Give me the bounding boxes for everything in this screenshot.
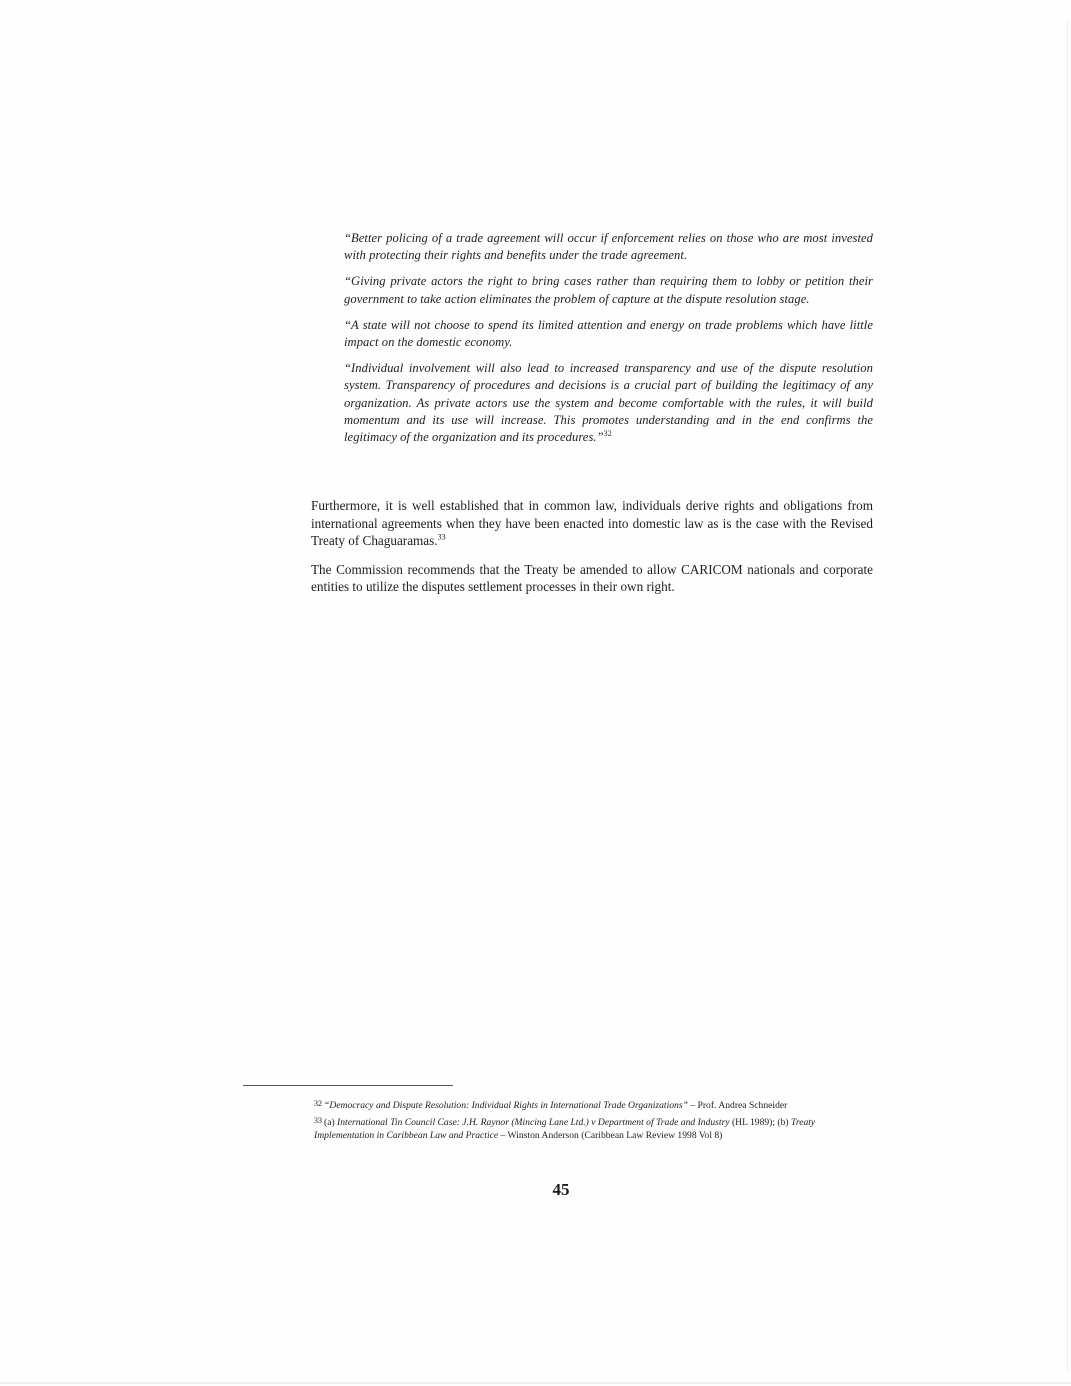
quotation-block bbox=[344, 230, 873, 455]
footnote-title: “Democracy and Dispute Resolution: Individual Rights in International Trade Organizations” bbox=[324, 1100, 688, 1111]
footnote-separator bbox=[243, 1085, 453, 1086]
body-paragraph: Furthermore, it is well established that in common law, individuals derive rights and obligations from international agreements when they have been enacted into domestic law as is the case with the Revised Treaty of Chaguaramas.$^{33}$ bbox=[311, 498, 873, 549]
quote-paragraph: “Giving private actors the right to bring cases rather than requiring them to lobby or petition their government to take action eliminates the problem of capture at the dispute resolution stage. bbox=[344, 274, 873, 306]
quote-paragraph: “Better policing of a trade agreement will occur if enforcement relies on those who are most invested with protecting their rights and benefits under the trade agreement. bbox=[344, 231, 873, 263]
footnote-number: 33 bbox=[314, 1116, 322, 1126]
footnote-33: $^{33}$ (a) International Tin Council Case: J.H. Raynor (Mincing Lane Ltd.) v Department of Trade and Industry (HL 1989); (b) Treaty Implementation in Caribbean Law and Practice – Winston Anderson (Caribbean Law Review 1998 Vol 8) bbox=[314, 1116, 816, 1142]
scan-edge bbox=[1067, 20, 1068, 1370]
quote-paragraph: “Individual involvement will also lead to increased transparency and use of the dispute resolution system. Transparency of procedures and decisions is a crucial part of building the legitimacy of any organization. As private actors use the system and become comfortable with the rules, it will build momentum and its use will increase. This promotes understanding and in the end confirms the legitimacy of the organization and its procedures.”$^{32}$ bbox=[344, 361, 873, 445]
footnote-title: Treaty Implementation in Caribbean Law and Practice bbox=[314, 1117, 816, 1142]
footnote-author: – Prof. Andrea Schneider bbox=[687, 1100, 788, 1111]
body-paragraph: The Commission recommends that the Treaty be amended to allow CARICOM nationals and corporate entities to utilize the disputes settlement processes in their own right. bbox=[311, 561, 873, 595]
quote-paragraph: “A state will not choose to spend its limited attention and energy on trade problems which have little impact on the domestic economy. bbox=[344, 317, 873, 350]
footnote-32 bbox=[314, 1097, 854, 1112]
footnote-reference-32[interactable]: 32 bbox=[603, 428, 612, 438]
footnote-reference-33[interactable]: 33 bbox=[437, 532, 446, 542]
footnote-source: – Winston Anderson (Caribbean Law Review 1998 Vol 8) bbox=[498, 1130, 723, 1142]
footnotes bbox=[314, 1097, 854, 1145]
page-number: 45 bbox=[552, 1180, 570, 1199]
footnote-number: 32 bbox=[314, 1099, 322, 1108]
body-text bbox=[311, 497, 873, 607]
scan-edge bbox=[0, 1382, 1071, 1384]
footnote-case-citation: International Tin Council Case: J.H. Raynor (Mincing Lane Ltd.) v Department of Trade and Industry bbox=[337, 1117, 730, 1129]
